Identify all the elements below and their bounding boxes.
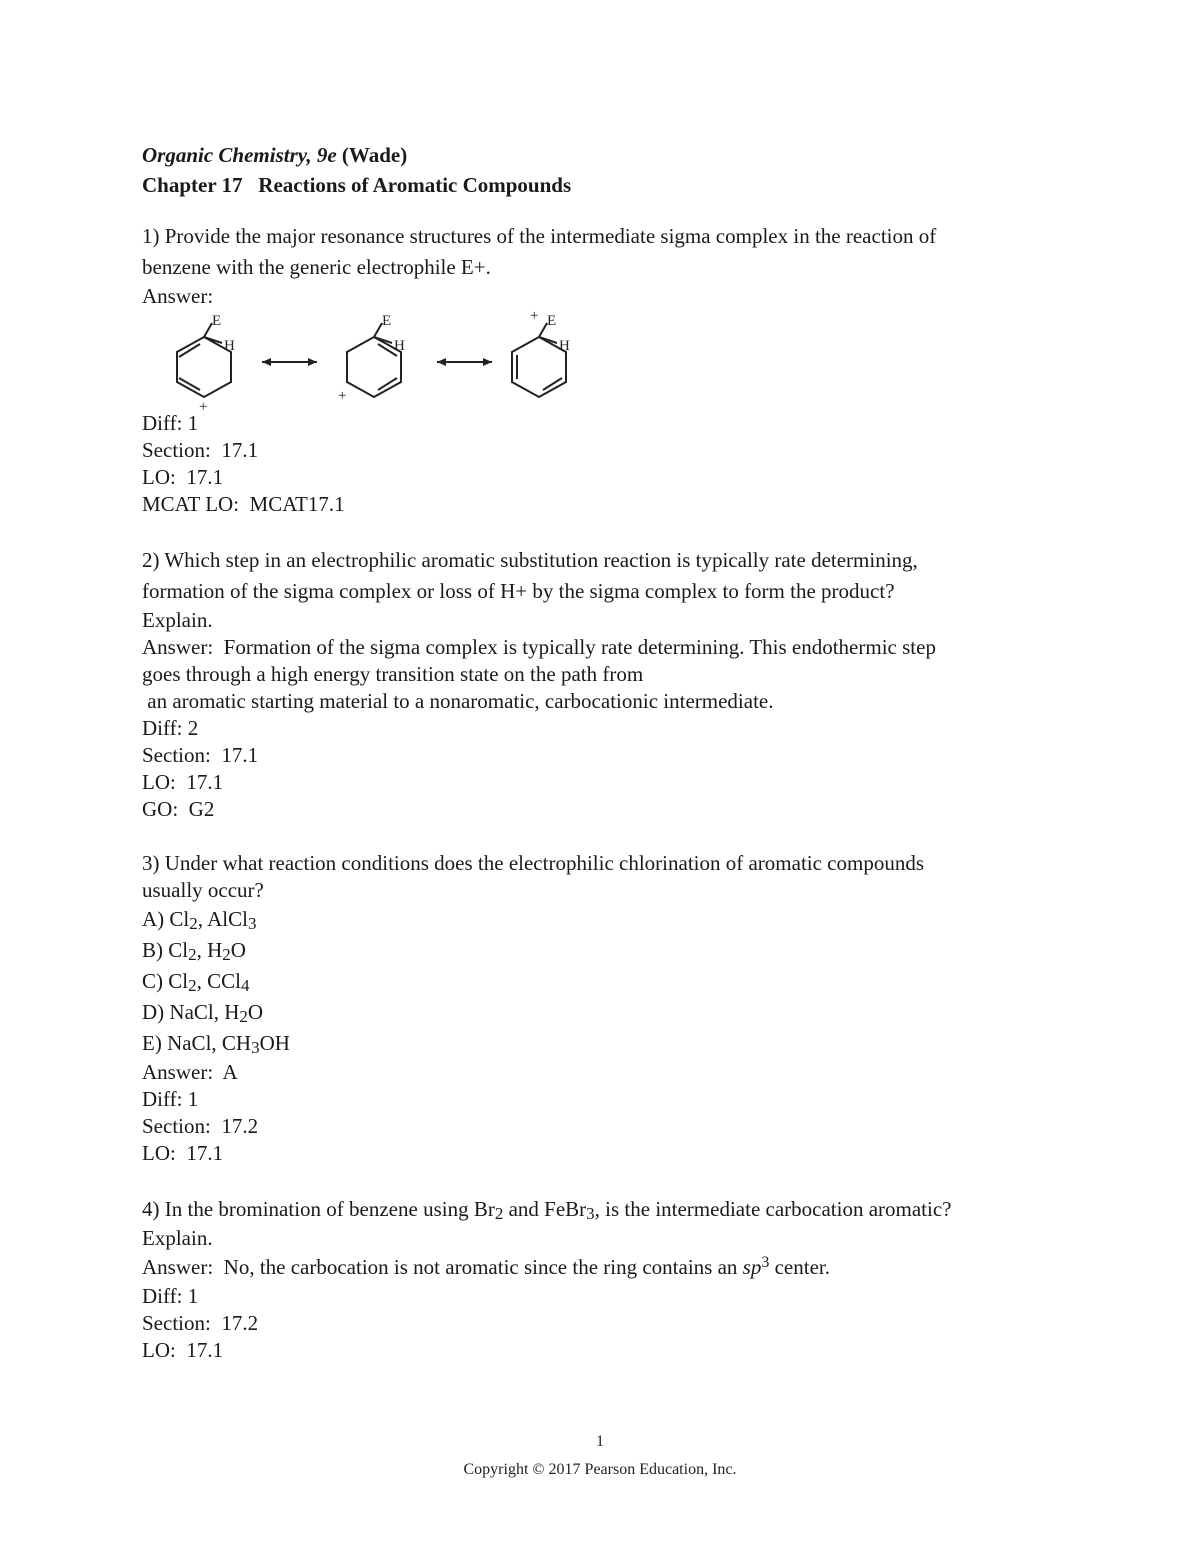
structure-1-plus: +	[199, 399, 208, 415]
resonance-arrow-2	[437, 358, 492, 366]
page-content	[142, 140, 1072, 1391]
question-2	[142, 545, 1072, 823]
question-3-option-a: A) Cl2, AlCl3	[142, 907, 257, 933]
resonance-arrow-1	[262, 358, 317, 366]
structure-3-label-h: H	[559, 338, 570, 354]
question-4-section: Section: 17.2	[142, 1311, 259, 1335]
question-2-text-line1: 2) Which step in an electrophilic aromatic substitution reaction is typically rate determining,	[142, 548, 918, 572]
question-2-lo: LO: 17.1	[142, 770, 224, 794]
resonance-structure-1	[177, 323, 231, 397]
question-1	[142, 221, 1072, 518]
question-3-diff: Diff: 1	[142, 1087, 199, 1111]
question-1-text-line2: benzene with the generic electrophile E+.	[142, 255, 491, 279]
chapter-title: Chapter 17 Reactions of Aromatic Compounds	[142, 173, 572, 197]
structure-3-label-e: E	[547, 313, 557, 329]
book-title	[142, 140, 1072, 170]
question-2-answer-line2: goes through a high energy transition state on the path from	[142, 662, 644, 686]
question-3-option-d: D) NaCl, H2O	[142, 1000, 264, 1026]
question-3-option-e: E) NaCl, CH3OH	[142, 1031, 290, 1057]
question-4-text-line1: 4) In the bromination of benzene using Br2 and FeBr3, is the intermediate carbocation aromatic?	[142, 1197, 952, 1223]
question-3	[142, 850, 1072, 1167]
question-2-text-line3: Explain.	[142, 608, 213, 632]
structure-2-label-h: H	[394, 338, 405, 354]
structure-1-label-h: H	[224, 338, 235, 354]
question-3-section: Section: 17.2	[142, 1114, 259, 1138]
copyright-notice: Copyright © 2017 Pearson Education, Inc.	[463, 1461, 737, 1478]
question-3-answer: Answer: A	[142, 1060, 238, 1084]
page-number: 1	[596, 1433, 604, 1450]
question-3-option-c: C) Cl2, CCl4	[142, 969, 250, 995]
question-3-text-line1: 3) Under what reaction conditions does the electrophilic chlorination of aromatic compounds	[142, 851, 925, 875]
question-4-diff: Diff: 1	[142, 1284, 199, 1308]
book-title-italic: Organic Chemistry, 9e	[142, 143, 337, 167]
question-1-diff: Diff: 1	[142, 411, 199, 435]
question-2-go: GO: G2	[142, 797, 215, 821]
book-author: (Wade)	[341, 143, 408, 167]
question-3-lo: LO: 17.1	[142, 1141, 224, 1165]
question-2-diff: Diff: 2	[142, 716, 199, 740]
question-2-section: Section: 17.1	[142, 743, 259, 767]
question-1-mcat-lo: MCAT LO: MCAT17.1	[142, 492, 345, 516]
question-4-lo: LO: 17.1	[142, 1338, 224, 1362]
question-3-text-line2: usually occur?	[142, 878, 264, 902]
structure-2-plus: +	[338, 388, 347, 404]
resonance-structure-3	[512, 323, 566, 397]
resonance-structures	[142, 308, 602, 415]
question-4-answer: Answer: No, the carbocation is not aromatic since the ring contains an $sp^3$ center.	[142, 1254, 830, 1279]
question-4	[142, 1194, 1072, 1364]
question-1-answer-label: Answer:	[142, 284, 214, 308]
question-3-option-b: B) Cl2, H2O	[142, 938, 246, 964]
question-2-text-line2: formation of the sigma complex or loss of H+ by the sigma complex to form the product?	[142, 579, 895, 603]
question-1-section: Section: 17.1	[142, 438, 259, 462]
question-4-text-line2: Explain.	[142, 1226, 213, 1250]
resonance-structures-drawing	[142, 308, 602, 415]
question-2-answer-line3: an aromatic starting material to a nonaromatic, carbocationic intermediate.	[142, 689, 774, 713]
structure-2-label-e: E	[382, 313, 392, 329]
question-1-lo: LO: 17.1	[142, 465, 224, 489]
structure-1-label-e: E	[212, 313, 222, 329]
structure-3-plus: +	[530, 308, 539, 324]
resonance-structure-2	[347, 323, 401, 397]
question-2-answer-line1: Answer: Formation of the sigma complex is typically rate determining. This endothermic step	[142, 635, 936, 659]
question-1-text-line1: 1) Provide the major resonance structures of the intermediate sigma complex in the reaction of	[142, 224, 937, 248]
